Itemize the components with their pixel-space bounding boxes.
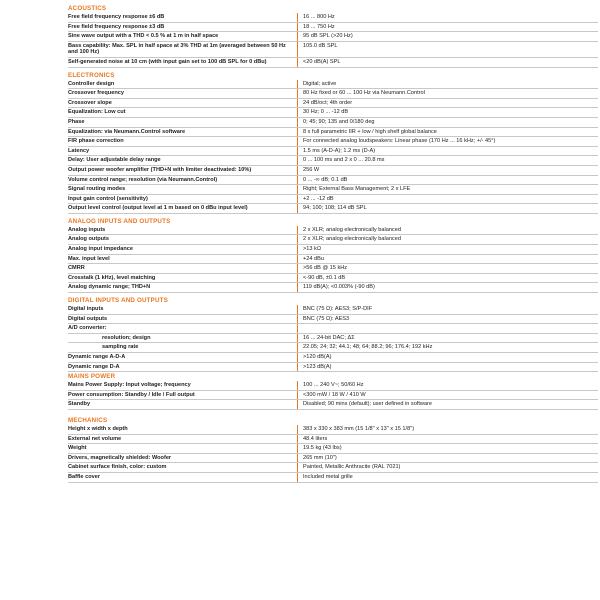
spec-value: 19.5 kg (43 lbs): [303, 445, 342, 452]
section-gap: [68, 214, 598, 217]
spec-row: [68, 353, 598, 363]
spec-label: Dynamic range A-D-A: [68, 354, 126, 360]
spec-label: Crossover frequency: [68, 90, 124, 97]
spec-label: Self-generated noise at 10 cm (with input gain set to 100 dB SPL for 0 dBu): [68, 58, 267, 65]
spec-row: [68, 473, 598, 483]
spec-row: [68, 324, 598, 334]
spec-value: >120 dB(A): [303, 354, 332, 360]
spec-value: 18 ... 750 Hz: [303, 23, 335, 30]
spec-value: 2 x XLR; analog electronically balanced: [303, 226, 401, 233]
spec-value: 95 dB SPL (>20 Hz): [303, 33, 353, 40]
spec-value: 383 x 330 x 383 mm (15 1/8" x 13" x 15 1/8"): [303, 425, 415, 432]
spec-label: Latency: [68, 147, 90, 154]
spec-row: [68, 195, 598, 205]
spec-label: Dynamic range D-A: [68, 363, 120, 370]
spec-row: [68, 305, 598, 315]
spec-value: Disabled; 90 mins (default); user defined in software: [303, 401, 433, 408]
spec-row: [68, 435, 598, 445]
spec-label: Controller design: [68, 80, 115, 87]
spec-value: Included metal grille: [303, 473, 353, 480]
section-title: ANALOG INPUTS AND OUTPUTS: [68, 217, 171, 225]
spec-value: 22.05; 24; 32; 44.1; 48; 64; 88.2; 96; 176.4; 192 kHz: [303, 344, 433, 351]
spec-row: [68, 89, 598, 99]
spec-value: 24 dB/oct; 4th order: [303, 99, 353, 106]
spec-value: 0; 45; 90; 135 and 0/180 deg: [303, 118, 375, 125]
spec-label: Free field frequency response ±3 dB: [68, 23, 165, 30]
spec-label: FIR phase correction: [68, 138, 124, 145]
spec-value: 2 x XLR; analog electronically balanced: [303, 236, 401, 243]
spec-value: 94; 100; 108; 114 dB SPL: [303, 205, 367, 212]
spec-label: Mains Power Supply: Input voltage; frequency: [68, 382, 191, 389]
spec-row: [68, 226, 598, 236]
section-title: MECHANICS: [68, 416, 108, 424]
spec-row: [68, 32, 598, 42]
spec-value: Painted, Metallic Anthracite (RAL 7021): [303, 464, 401, 471]
spec-label: Sine wave output with a THD < 0.5 % at 1 m in half space: [68, 33, 219, 40]
section-gap: [68, 410, 598, 416]
spec-row: [68, 23, 598, 33]
spec-row: [68, 315, 598, 325]
spec-value: For connected analog loudspeakers: Linear phase (170 Hz ... 16 kHz; +/- 45°): [303, 138, 496, 145]
spec-value: <300 mW / 18 W / 410 W: [303, 391, 366, 398]
spec-label: Analog inputs: [68, 226, 106, 233]
spec-label: Max. input level: [68, 255, 110, 262]
spec-label: Digital outputs: [68, 315, 108, 322]
spec-value: BNC (75 Ω): AES3; S/P-DIF: [303, 306, 373, 313]
spec-row: [68, 444, 598, 454]
spec-row: [68, 425, 598, 435]
section-title: ELECTRONICS: [68, 71, 115, 79]
spec-row: [68, 166, 598, 176]
spec-label: Drivers, magnetically shielded: Woofer: [68, 454, 172, 461]
spec-value: 8 x full parametric IIR + low / high shelf global balance: [303, 128, 437, 135]
spec-value: 80 Hz fixed or 60 ... 100 Hz via Neumann.Control: [303, 90, 425, 97]
spec-label: Cabinet surface finish, color: custom: [68, 464, 167, 471]
spec-value: 0 ... 100 ms and 2 x 0 ... 20.8 ms: [303, 157, 385, 164]
spec-label: External net volume: [68, 435, 122, 442]
spec-row: [68, 99, 598, 109]
spec-label: Baffle cover: [68, 473, 101, 480]
spec-value: 1.5 ms (A-D-A); 1.2 ms (D-A): [303, 147, 376, 154]
spec-row: [68, 128, 598, 138]
spec-row: [68, 255, 598, 265]
spec-label: Digital inputs: [68, 306, 104, 313]
spec-row: [68, 58, 598, 68]
spec-section: [68, 373, 598, 410]
spec-label: Bass capability: Max. SPL in half space at 3% THD at 1m (averaged between 50 Hz and 100 Hz): [68, 42, 286, 56]
spec-row: [68, 334, 598, 344]
spec-value: 256 W: [303, 166, 320, 173]
spec-value: Digital; active: [303, 80, 337, 87]
spec-label: Input gain control (sensitivity): [68, 195, 148, 202]
spec-value: +2 ... -12 dB: [303, 195, 334, 202]
spec-value: +24 dBu: [303, 255, 324, 262]
spec-row: [68, 245, 598, 255]
spec-row: [68, 283, 598, 293]
spec-row: [68, 274, 598, 284]
spec-value: Right; External Bass Management; 2 x LFE: [303, 186, 411, 193]
spec-value: 16 ... 800 Hz: [303, 14, 335, 20]
spec-value: <20 dB(A) SPL: [303, 58, 341, 65]
spec-row: [68, 235, 598, 245]
spec-section: [68, 5, 598, 68]
spec-label: Standby: [68, 401, 91, 408]
spec-row: [68, 463, 598, 473]
spec-row: [68, 204, 598, 214]
spec-value: >56 dB @ 15 kHz: [303, 265, 348, 272]
spec-row: [68, 454, 598, 464]
spec-row: [68, 363, 598, 373]
spec-row: [68, 118, 598, 128]
spec-value: >13 kΩ: [303, 246, 322, 253]
spec-label: A/D converter:: [68, 325, 107, 332]
spec-section: [68, 417, 598, 483]
spec-label: Crosstalk (1 kHz), level matching: [68, 274, 156, 281]
spec-row: [68, 156, 598, 166]
spec-row: [68, 176, 598, 186]
spec-value: [298, 324, 598, 333]
spec-row: [68, 400, 598, 410]
spec-value: 265 mm (10"): [303, 454, 337, 461]
spec-label: Crossover slope: [68, 99, 112, 106]
spec-value: 119 dB(A); <0.003% (-90 dB): [303, 284, 375, 291]
spec-value: 16 ... 24-bit DAC; ΔΣ: [303, 334, 355, 341]
spec-row: [68, 185, 598, 195]
spec-row: [68, 80, 598, 90]
spec-row: [68, 137, 598, 147]
spec-label: Analog dynamic range; THD+N: [68, 284, 151, 291]
spec-label: resolution; design: [102, 334, 151, 341]
spec-label: Free field frequency response ±6 dB: [68, 14, 165, 20]
spec-label: Height x width x depth: [68, 425, 128, 432]
spec-row: [68, 13, 598, 23]
section-title: MAINS POWER: [68, 373, 116, 381]
spec-value: BNC (75 Ω): AES3: [303, 315, 350, 322]
section-gap: [68, 293, 598, 296]
spec-section: [68, 218, 598, 293]
spec-value: 48.4 liters: [303, 435, 328, 442]
spec-value: 30 Hz; 0 ... -12 dB: [303, 109, 349, 116]
spec-section: [68, 72, 598, 214]
spec-sheet: [68, 4, 598, 483]
spec-label: Delay: User adjustable delay range: [68, 157, 161, 164]
section-gap: [68, 68, 598, 71]
spec-label: Output level control (output level at 1 m based on 0 dBu input level): [68, 205, 248, 212]
spec-label: Output power woofer amplifier (THD+N with limiter deactivated: 10%): [68, 166, 252, 173]
spec-label: Signal routing modes: [68, 186, 126, 193]
spec-value: 0 ... -∞ dB; 0.1 dB: [303, 176, 348, 183]
spec-row: [68, 108, 598, 118]
spec-value: >123 dB(A): [303, 363, 332, 370]
spec-label: CMRR: [68, 265, 85, 272]
spec-row: [68, 42, 598, 58]
section-title: ACOUSTICS: [68, 5, 107, 12]
spec-label: sampling rate: [102, 344, 139, 351]
spec-row: [68, 147, 598, 157]
spec-value: 100 ... 240 V~; 50/60 Hz: [303, 382, 364, 389]
spec-value: <-90 dB, ±0.1 dB: [303, 274, 346, 281]
spec-label: Equalization: Low cut: [68, 109, 126, 116]
section-title: DIGITAL INPUTS AND OUTPUTS: [68, 297, 168, 305]
spec-label: Volume control range; resolution (via Neumann.Control): [68, 176, 218, 183]
spec-label: Analog input impedance: [68, 246, 133, 253]
spec-row: [68, 381, 598, 391]
spec-label: Power consumption: Standby / Idle / Full output: [68, 391, 195, 398]
spec-label: Phase: [68, 118, 85, 125]
spec-row: [68, 391, 598, 401]
spec-label: Equalization: via Neumann.Control software: [68, 128, 186, 135]
spec-label: Weight: [68, 445, 87, 452]
spec-value: 105.0 dB SPL: [303, 42, 338, 49]
spec-label: Analog outputs: [68, 236, 110, 243]
spec-row: [68, 343, 598, 353]
spec-row: [68, 264, 598, 274]
spec-section: [68, 297, 598, 372]
